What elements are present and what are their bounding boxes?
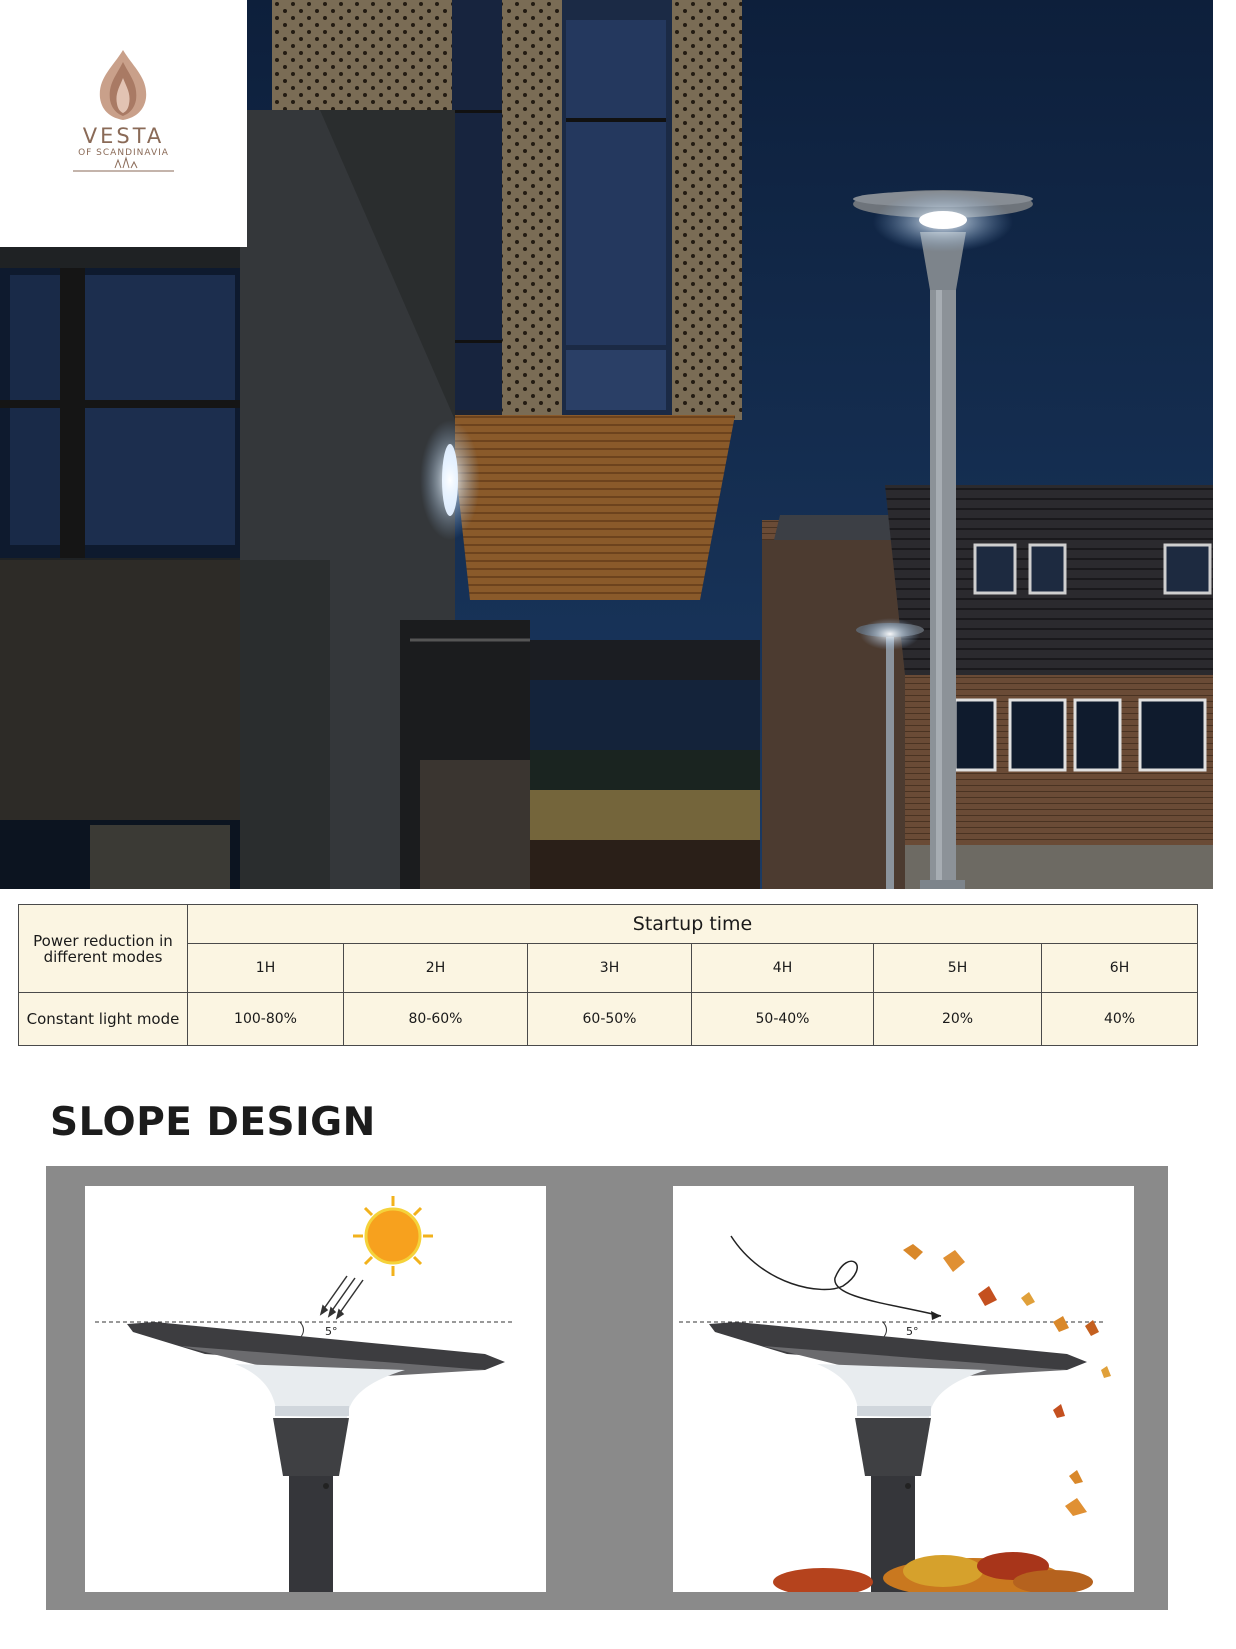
sun-panel [85,1186,546,1592]
hours-row [19,944,1198,993]
angle-label: 5° [906,1325,919,1338]
leaves-panel [673,1186,1134,1592]
angle-arc [300,1322,304,1338]
sun-icon [353,1196,433,1276]
sun-rays-arrows [321,1276,363,1318]
wind-arrow-head [931,1311,941,1320]
lamp-icon [709,1322,1087,1592]
lamp-leaves-illustration [673,1186,1134,1592]
lamp-icon [127,1322,505,1592]
value-cell: 50-40% [692,993,874,1046]
leaf-pile-icon [773,1552,1093,1592]
angle-label: 5° [325,1325,338,1338]
value-cell: 100-80% [188,993,344,1046]
hour-cell: 1H [188,944,344,993]
angle-arc [883,1322,887,1338]
section-title: SLOPE DESIGN [50,1100,376,1145]
hour-cell: 6H [1042,944,1198,993]
lamp-sun-illustration [85,1186,546,1592]
value-cell: 80-60% [344,993,528,1046]
value-cell: 40% [1042,993,1198,1046]
hour-cell: 5H [874,944,1042,993]
brand-logo [0,0,247,247]
value-cell: 60-50% [528,993,692,1046]
startup-time-header: Startup time [188,905,1198,944]
brand-tagline: OF SCANDINAVIA [78,148,169,158]
hour-cell: 4H [692,944,874,993]
slope-illustrations [46,1166,1168,1610]
row-label: Constant light mode [19,993,188,1046]
brand-name: VESTA [82,124,165,148]
hour-cell: 2H [344,944,528,993]
power-reduction-table [18,904,1198,1046]
hour-cell: 3H [528,944,692,993]
table-corner-label: Power reduction in different modes [19,905,188,993]
value-cell: 20% [874,993,1042,1046]
constant-light-row [19,993,1198,1046]
